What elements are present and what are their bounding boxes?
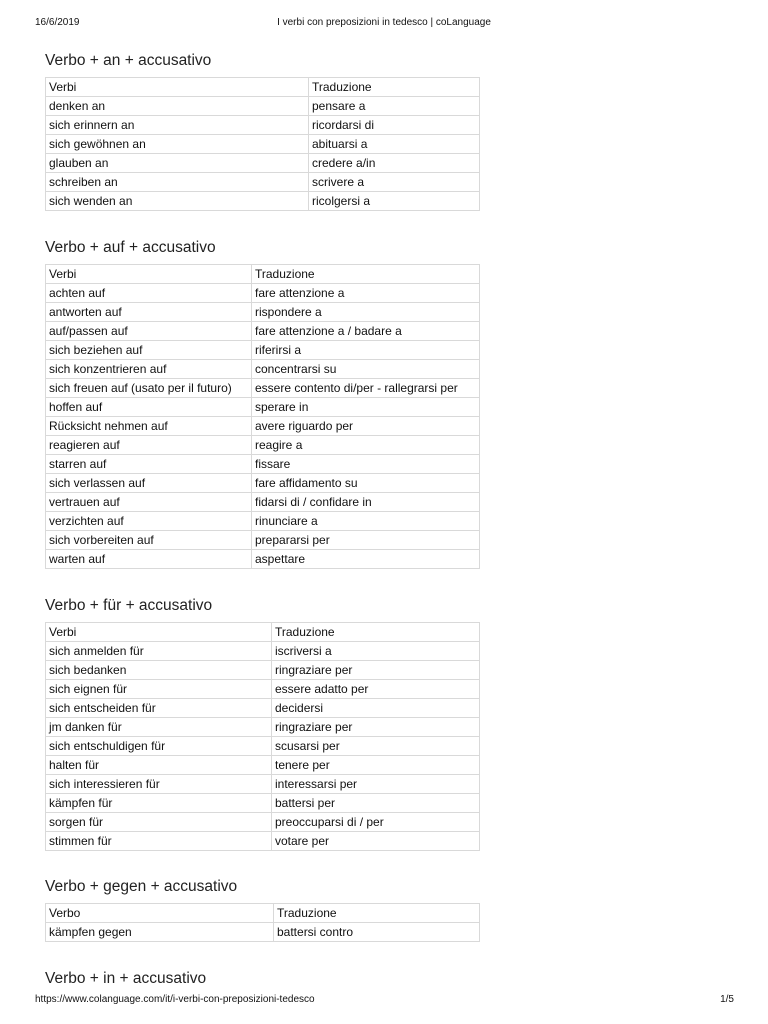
translation-cell: preoccuparsi di / per — [272, 813, 480, 832]
translation-cell: aspettare — [252, 550, 480, 569]
table-row — [46, 550, 480, 569]
translation-cell: fare attenzione a / badare a — [252, 322, 480, 341]
verb-cell: sich wenden an — [46, 192, 309, 211]
table-row — [46, 680, 480, 699]
translation-cell: fare affidamento su — [252, 474, 480, 493]
translation-cell: tenere per — [272, 756, 480, 775]
verb-cell: jm danken für — [46, 718, 272, 737]
table-row — [46, 303, 480, 322]
table-row — [46, 135, 480, 154]
table-row — [46, 512, 480, 531]
verb-cell: sich bedanken — [46, 661, 272, 680]
table-row — [46, 341, 480, 360]
translation-cell: iscriversi a — [272, 642, 480, 661]
verb-cell: sich interessieren für — [46, 775, 272, 794]
section-title: Verbo + gegen + accusativo — [45, 878, 238, 895]
print-footer — [0, 992, 768, 1012]
section-in-accusativo — [45, 966, 481, 992]
translation-cell: scrivere a — [309, 173, 480, 192]
verb-cell: sich erinnern an — [46, 116, 309, 135]
section-auf-accusativo — [45, 235, 481, 593]
table-row — [46, 436, 480, 455]
table-row — [46, 474, 480, 493]
translation-cell: abituarsi a — [309, 135, 480, 154]
verb-cell: sich konzentrieren auf — [46, 360, 252, 379]
verb-table — [45, 264, 480, 569]
column-header-verbs: Verbi — [46, 623, 272, 642]
verb-cell: halten für — [46, 756, 272, 775]
verb-cell: sich entscheiden für — [46, 699, 272, 718]
verb-cell: sich vorbereiten auf — [46, 531, 252, 550]
translation-cell: sperare in — [252, 398, 480, 417]
verb-cell: antworten auf — [46, 303, 252, 322]
translation-cell: riferirsi a — [252, 341, 480, 360]
section-title: Verbo + für + accusativo — [45, 597, 213, 614]
translation-cell: credere a/in — [309, 154, 480, 173]
table-row — [46, 531, 480, 550]
translation-cell: ringraziare per — [272, 718, 480, 737]
verb-cell: glauben an — [46, 154, 309, 173]
section-an-accusativo — [45, 48, 481, 235]
table-row — [46, 923, 480, 942]
verb-cell: sich entschuldigen für — [46, 737, 272, 756]
translation-cell: interessarsi per — [272, 775, 480, 794]
translation-cell: rinunciare a — [252, 512, 480, 531]
table-row — [46, 360, 480, 379]
table-row — [46, 97, 480, 116]
table-row — [46, 699, 480, 718]
table-row — [46, 116, 480, 135]
column-header-translation: Traduzione — [274, 904, 480, 923]
translation-cell: ricolgersi a — [309, 192, 480, 211]
verb-cell: Rücksicht nehmen auf — [46, 417, 252, 436]
table-row — [46, 813, 480, 832]
section-fuer-accusativo — [45, 593, 481, 874]
table-row — [46, 284, 480, 303]
verb-cell: sich beziehen auf — [46, 341, 252, 360]
table-row — [46, 173, 480, 192]
verb-cell: verzichten auf — [46, 512, 252, 531]
translation-cell: ringraziare per — [272, 661, 480, 680]
verb-cell: reagieren auf — [46, 436, 252, 455]
translation-cell: votare per — [272, 832, 480, 851]
verb-cell: auf/passen auf — [46, 322, 252, 341]
print-date: 16/6/2019 — [35, 17, 80, 28]
translation-cell: decidersi — [272, 699, 480, 718]
verb-cell: schreiben an — [46, 173, 309, 192]
translation-cell: fare attenzione a — [252, 284, 480, 303]
column-header-translation: Traduzione — [252, 265, 480, 284]
verb-cell: kämpfen für — [46, 794, 272, 813]
verb-cell: stimmen für — [46, 832, 272, 851]
translation-cell: reagire a — [252, 436, 480, 455]
verb-cell: achten auf — [46, 284, 252, 303]
column-header-translation: Traduzione — [309, 78, 480, 97]
translation-cell: essere adatto per — [272, 680, 480, 699]
verb-cell: warten auf — [46, 550, 252, 569]
verb-cell: kämpfen gegen — [46, 923, 274, 942]
column-header-translation: Traduzione — [272, 623, 480, 642]
print-header — [0, 0, 768, 40]
table-row — [46, 661, 480, 680]
verb-cell: sich eignen für — [46, 680, 272, 699]
table-row — [46, 379, 480, 398]
translation-cell: fissare — [252, 455, 480, 474]
verb-cell: starren auf — [46, 455, 252, 474]
source-url[interactable]: https://www.colanguage.com/it/i-verbi-con-preposizioni-tedesco — [35, 994, 315, 1005]
table-header-row — [46, 78, 480, 97]
table-row — [46, 455, 480, 474]
page-content — [45, 48, 481, 992]
verb-cell: denken an — [46, 97, 309, 116]
table-header-row — [46, 623, 480, 642]
table-row — [46, 192, 480, 211]
table-row — [46, 493, 480, 512]
translation-cell: pensare a — [309, 97, 480, 116]
column-header-verbs: Verbo — [46, 904, 274, 923]
column-header-verbs: Verbi — [46, 78, 309, 97]
translation-cell: battersi per — [272, 794, 480, 813]
translation-cell: essere contento di/per - rallegrarsi per — [252, 379, 480, 398]
verb-cell: hoffen auf — [46, 398, 252, 417]
table-row — [46, 417, 480, 436]
section-title: Verbo + in + accusativo — [45, 970, 207, 987]
table-row — [46, 322, 480, 341]
translation-cell: scusarsi per — [272, 737, 480, 756]
table-header-row — [46, 904, 480, 923]
table-header-row — [46, 265, 480, 284]
table-row — [46, 737, 480, 756]
page-number: 1/5 — [720, 994, 734, 1005]
translation-cell: concentrarsi su — [252, 360, 480, 379]
table-row — [46, 154, 480, 173]
verb-cell: vertrauen auf — [46, 493, 252, 512]
section-title: Verbo + auf + accusativo — [45, 239, 216, 256]
verb-cell: sich freuen auf (usato per il futuro) — [46, 379, 252, 398]
verb-table — [45, 622, 480, 851]
table-row — [46, 642, 480, 661]
table-row — [46, 832, 480, 851]
section-title: Verbo + an + accusativo — [45, 52, 212, 69]
verb-table — [45, 903, 480, 942]
translation-cell: rispondere a — [252, 303, 480, 322]
table-row — [46, 718, 480, 737]
table-row — [46, 794, 480, 813]
table-row — [46, 398, 480, 417]
document-title: I verbi con preposizioni in tedesco | coLanguage — [277, 17, 491, 28]
translation-cell: ricordarsi di — [309, 116, 480, 135]
translation-cell: fidarsi di / confidare in — [252, 493, 480, 512]
column-header-verbs: Verbi — [46, 265, 252, 284]
verb-cell: sich anmelden für — [46, 642, 272, 661]
translation-cell: battersi contro — [274, 923, 480, 942]
verb-table — [45, 77, 480, 211]
verb-cell: sich verlassen auf — [46, 474, 252, 493]
translation-cell: avere riguardo per — [252, 417, 480, 436]
translation-cell: prepararsi per — [252, 531, 480, 550]
table-row — [46, 775, 480, 794]
table-row — [46, 756, 480, 775]
section-gegen-accusativo — [45, 874, 481, 966]
verb-cell: sorgen für — [46, 813, 272, 832]
verb-cell: sich gewöhnen an — [46, 135, 309, 154]
